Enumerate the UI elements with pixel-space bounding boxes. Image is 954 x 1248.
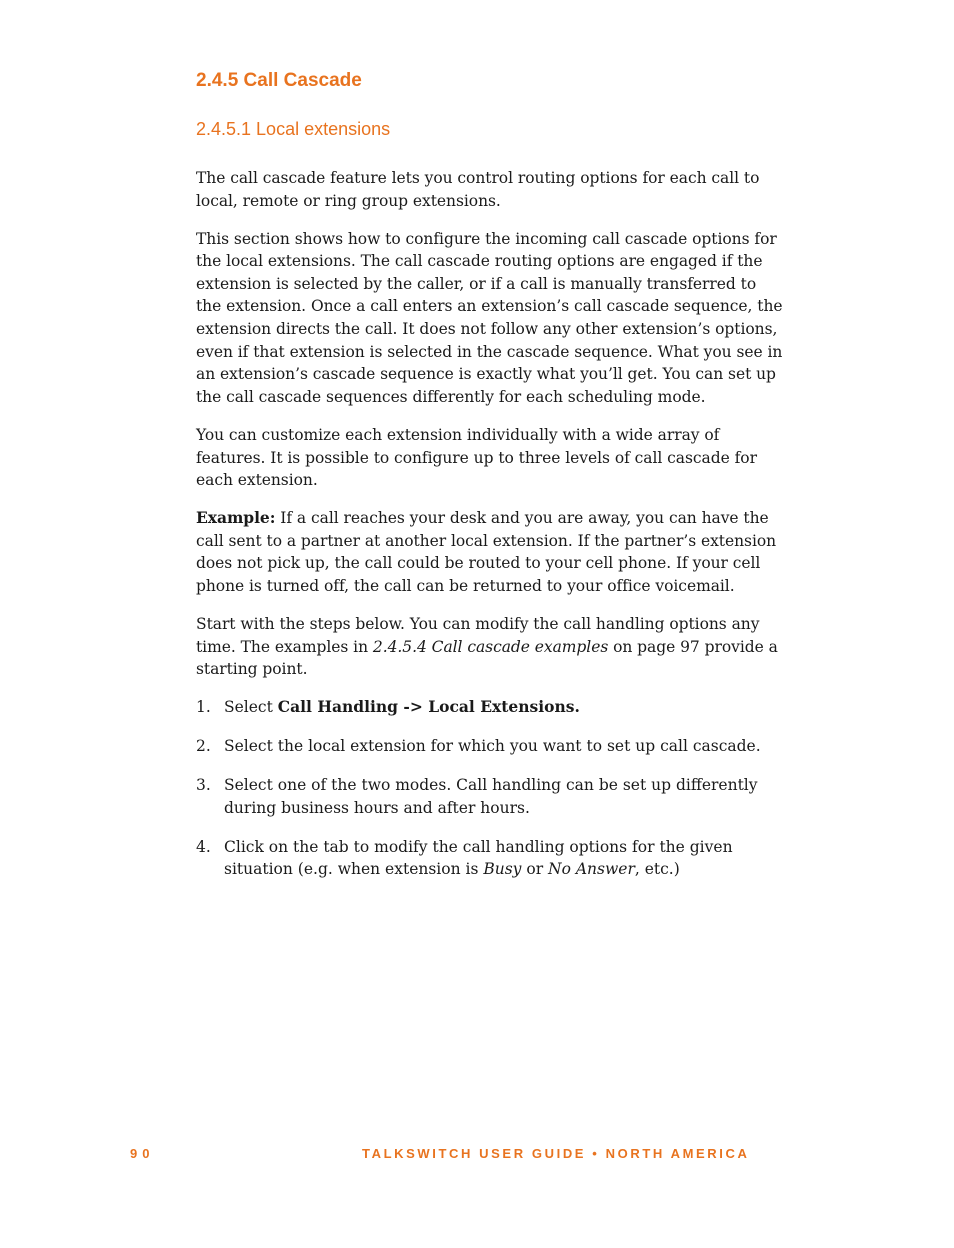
paragraph-intro: The call cascade feature lets you control routing options for each call to local, remote or ring group extensions. xyxy=(196,169,760,210)
example-text: If a call reaches your desk and you are away, you can have the call sent to a partner at another local extension. If the partner’s extension does not pick up, the call could be routed to your cell phone. If your cell phone is turned off, the call can be returned to your office voicemail. xyxy=(196,509,777,595)
paragraph-cascade-description: This section shows how to configure the incoming call cascade options for the local extensions. The call cascade routing options are engaged if the extension is selected by the caller, or if a call is manually transferred to the extension. Once a call enters an extension’s call cascade sequence, the extension directs the call. It does not follow any other extension’s options, even if that extension is selected in the cascade sequence. What you see in an extension’s cascade sequence is exactly what you’ll get. You can set up the call cascade sequences differently for each scheduling mode. xyxy=(196,229,783,406)
step-text-end: , etc.) xyxy=(634,860,680,879)
paragraph-customize: You can customize each extension individually with a wide array of features. It is possible to configure up to three levels of call cascade for each extension. xyxy=(196,425,757,490)
step-text: Select one of the two modes. Call handling can be set up differently during business hours and after hours. xyxy=(224,776,758,817)
step-number: 1. xyxy=(196,697,211,716)
step-text-mid: or xyxy=(521,860,549,879)
example-label: Example: xyxy=(196,508,276,528)
step-text: Select xyxy=(224,697,278,716)
step-text: Select the local extension for which you want to set up call cascade. xyxy=(224,736,761,755)
subsection-title: 2.4.5.1 Local extensions xyxy=(196,119,391,139)
no-answer-term: No Answer xyxy=(548,860,635,879)
running-footer-title: TALKSWITCH USER GUIDE • NORTH AMERICA xyxy=(362,1146,750,1161)
step-number: 4. xyxy=(196,837,211,856)
step-number: 3. xyxy=(196,776,211,795)
menu-path: Call Handling -> Local Extensions. xyxy=(277,696,580,716)
busy-term: Busy xyxy=(483,860,522,879)
step-text: Click on the tab to modify the call handling options for the given situation (e.g. when extension is xyxy=(224,837,733,879)
start-text-end: on page 97 provide a starting point. xyxy=(196,637,778,679)
section-title: 2.4.5 Call Cascade xyxy=(196,70,362,91)
page-content xyxy=(196,66,786,881)
step-item xyxy=(196,735,786,758)
step-item xyxy=(196,696,786,719)
steps-list xyxy=(196,696,786,881)
step-item xyxy=(196,774,786,819)
step-number: 2. xyxy=(196,736,211,755)
page-number: 90 xyxy=(130,1146,155,1161)
paragraph-start xyxy=(196,613,786,681)
step-item xyxy=(196,836,786,881)
start-text: Start with the steps below. You can modify the call handling options any time. The examples in xyxy=(196,615,760,656)
cross-reference: 2.4.5.4 Call cascade examples xyxy=(372,637,609,656)
paragraph-example xyxy=(196,507,786,597)
